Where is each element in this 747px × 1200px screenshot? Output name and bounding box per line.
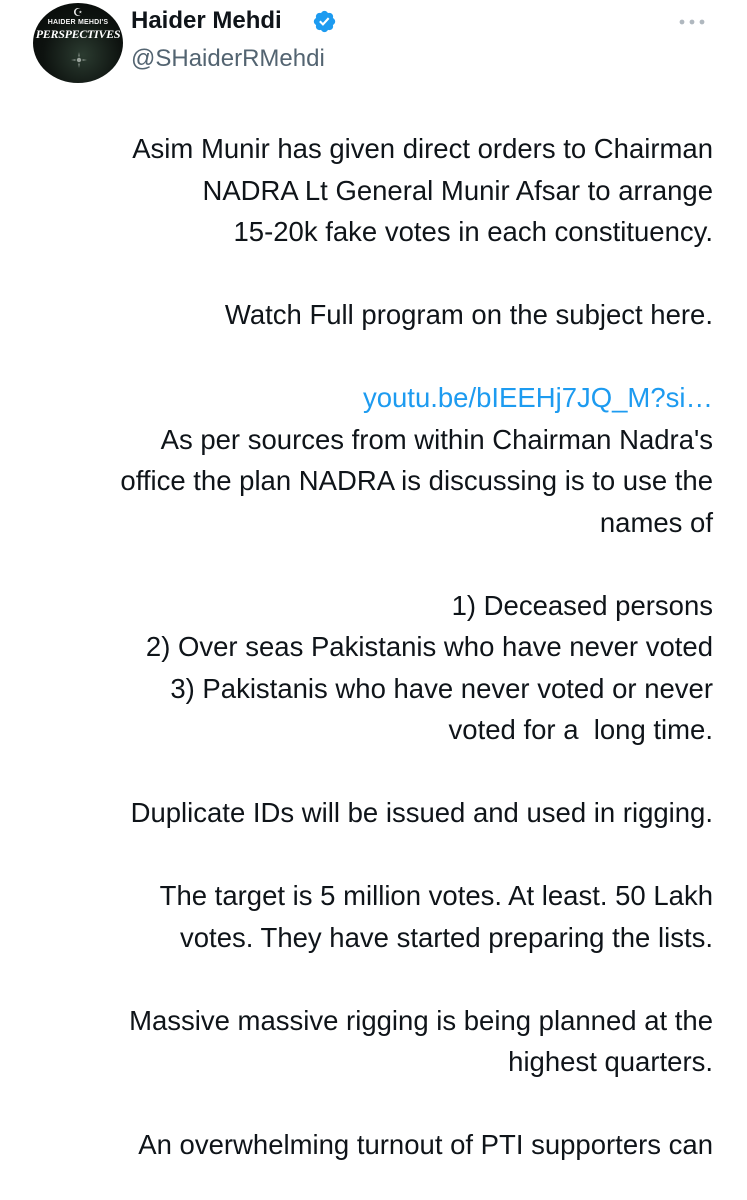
avatar-logo-main: PERSPECTIVES <box>35 27 121 41</box>
paragraph-gap <box>30 543 713 585</box>
tweet-line: office the plan NADRA is discussing is to use the <box>120 465 713 496</box>
handle[interactable]: @SHaiderRMehdi <box>131 45 325 72</box>
tweet-line: 15-20k fake votes in each constituency. <box>233 216 713 247</box>
tweet-text <box>30 128 713 1166</box>
tweet-header <box>0 0 747 100</box>
display-name[interactable]: Haider Mehdi <box>131 7 282 34</box>
tweet-line: Duplicate IDs will be issued and used in rigging. <box>130 797 713 828</box>
tweet-line: An overwhelming turnout of PTI supporters can <box>138 1129 713 1160</box>
paragraph-gap <box>30 1083 713 1125</box>
tweet-line: highest quarters. <box>508 1046 713 1077</box>
tweet-line: names of <box>599 506 713 538</box>
tweet-line: As per sources from within Chairman Nadra's <box>160 423 713 455</box>
tweet-line: The target is 5 million votes. At least. 50 Lakh <box>159 880 713 911</box>
tweet-line: Watch Full program on the subject here. <box>224 299 713 330</box>
tweet-line: voted for a long time. <box>448 714 713 745</box>
avatar-logo-top: HAIDER MEHDI'S <box>47 19 109 26</box>
paragraph-gap <box>30 751 713 793</box>
tweet-link-line <box>30 336 713 413</box>
crescent-icon: ☪ <box>73 7 83 19</box>
tweet-line: Asim Munir has given direct orders to Chairman <box>132 133 713 164</box>
paragraph-gap <box>30 958 713 1000</box>
paragraph-gap <box>30 834 713 876</box>
more-button[interactable] <box>672 9 712 35</box>
more-horizontal-icon <box>677 18 707 26</box>
emblem-icon <box>70 51 88 69</box>
tweet-line: votes. They have started preparing the lists. <box>180 921 713 953</box>
tweet-line: NADRA Lt General Munir Afsar to arrange <box>202 174 713 206</box>
paragraph-gap <box>30 253 713 295</box>
tweet-line: 2) Over seas Pakistanis who have never voted <box>145 631 713 662</box>
youtube-link[interactable]: youtu.be/bIEEHj7JQ_M?si… <box>362 382 713 413</box>
tweet-line: 1) Deceased persons <box>451 589 713 621</box>
tweet-line: 3) Pakistanis who have never voted or never <box>170 672 713 704</box>
avatar[interactable] <box>33 3 123 83</box>
verified-badge-icon <box>312 9 337 34</box>
tweet-line: Massive massive rigging is being planned at the <box>129 1004 713 1036</box>
